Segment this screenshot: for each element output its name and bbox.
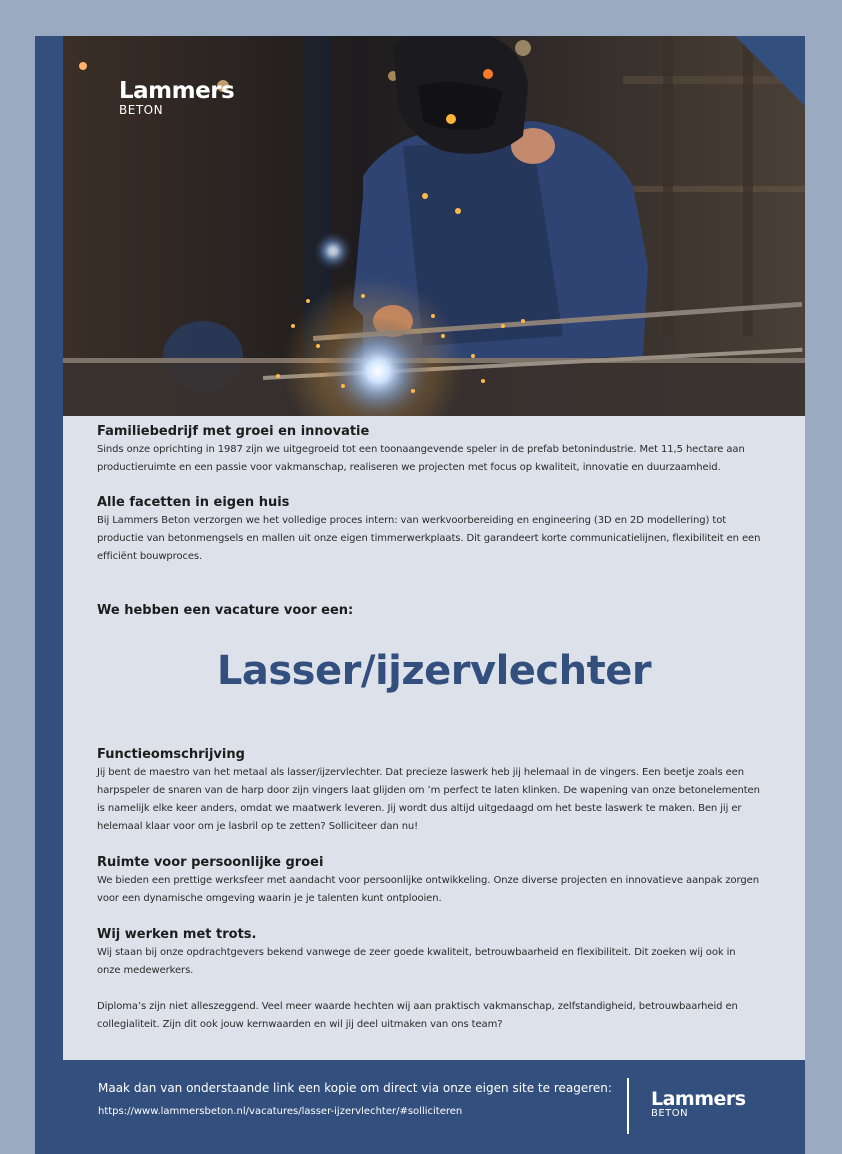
- footer-cta-block: [98, 1079, 612, 1121]
- intro-heading: Familiebedrijf met groei en innovatie: [97, 424, 370, 439]
- growth-text: We bieden een prettige werksfeer met aandacht voor persoonlijke ontwikkeling. Onze diverse projecten en innovatieve aanpak zorgen voor een dynamische omgeving waarin je je talenten kunt ontplooien.: [97, 875, 759, 904]
- function-text: Jij bent de maestro van het metaal als lasser/ijzervlechter. Dat precieze laswerk heb jij helemaal in de vingers. Een beetje zoals een harpspeler de snaren van de harp door zijn vingers laat glijden om ’m perfect te laten klinken. De wapening van onze betonelementen is namelijk elke keer anders, omdat we maatwerk leveren. Jij wordt dus altijd uitgedaagd om het beste laswerk te maken. Ben jij er helemaal klaar voor om je lasbril op te zetten? Solliciteer dan nu!: [97, 767, 760, 832]
- footer-logo-sub: BETON: [651, 1108, 689, 1119]
- section-function: [97, 746, 762, 836]
- growth-heading: Ruimte voor persoonlijke groei: [97, 855, 324, 870]
- closing-text: Diploma’s zijn niet alleszeggend. Veel meer waarde hechten wij aan praktisch vakmanschap, zelfstandigheid, betrouwbaarheid en collegialiteit. Zijn dit ook jouw kernwaarden en wil jij deel uitmaken van ons team?: [97, 1001, 738, 1030]
- section-growth: [97, 854, 762, 908]
- footer-divider: [627, 1078, 629, 1134]
- section-facets: [97, 494, 762, 566]
- footer-cta: Maak dan van onderstaande link een kopie om direct via onze eigen site te reageren:: [98, 1081, 612, 1095]
- hero-photo-welder: [63, 36, 805, 416]
- section-closing: [97, 998, 762, 1034]
- function-heading: Functieomschrijving: [97, 747, 245, 762]
- pride-text: Wij staan bij onze opdrachtgevers bekend vanwege de zeer goede kwaliteit, betrouwbaarheid en flexibiliteit. Dit zoeken wij ook in onze medewerkers.: [97, 947, 736, 976]
- section-intro: [97, 423, 762, 477]
- corner-decoration: [735, 36, 805, 106]
- section-pride: [97, 926, 762, 980]
- footer-logo: [651, 1090, 746, 1119]
- application-link[interactable]: https://www.lammersbeton.nl/vacatures/lasser-ijzervlechter/#solliciteren: [98, 1106, 463, 1117]
- job-title: Lasser/ijzervlechter: [216, 648, 652, 694]
- facets-heading: Alle facetten in eigen huis: [97, 495, 290, 510]
- footer-logo-brand: Lammers: [651, 1088, 746, 1110]
- pride-heading: Wij werken met trots.: [97, 927, 257, 942]
- facets-text: Bij Lammers Beton verzorgen we het volledige proces intern: van werkvoorbereiding en engineering (3D en 2D modellering) tot productie van betonmengsels en mallen uit onze eigen timmerwerkplaats. Dit garandeert korte communicatielijnen, flexibiliteit en een efficiënt bouwproces.: [97, 515, 761, 562]
- intro-text: Sinds onze oprichting in 1987 zijn we uitgegroeid tot een toonaangevende speler in de prefab betonindustrie. Met 11,5 hectare aan productieruimte en een passie voor vakmanschap, realiseren we projecten met focus op kwaliteit, innovatie en duurzaamheid.: [97, 444, 745, 473]
- section-vacancy-intro: [97, 602, 762, 620]
- vacancy-intro: We hebben een vacature voor een:: [97, 603, 354, 618]
- header-logo-sub: BETON: [119, 103, 164, 117]
- header-logo: [119, 80, 234, 116]
- header-logo-brand: Lammers: [119, 78, 235, 104]
